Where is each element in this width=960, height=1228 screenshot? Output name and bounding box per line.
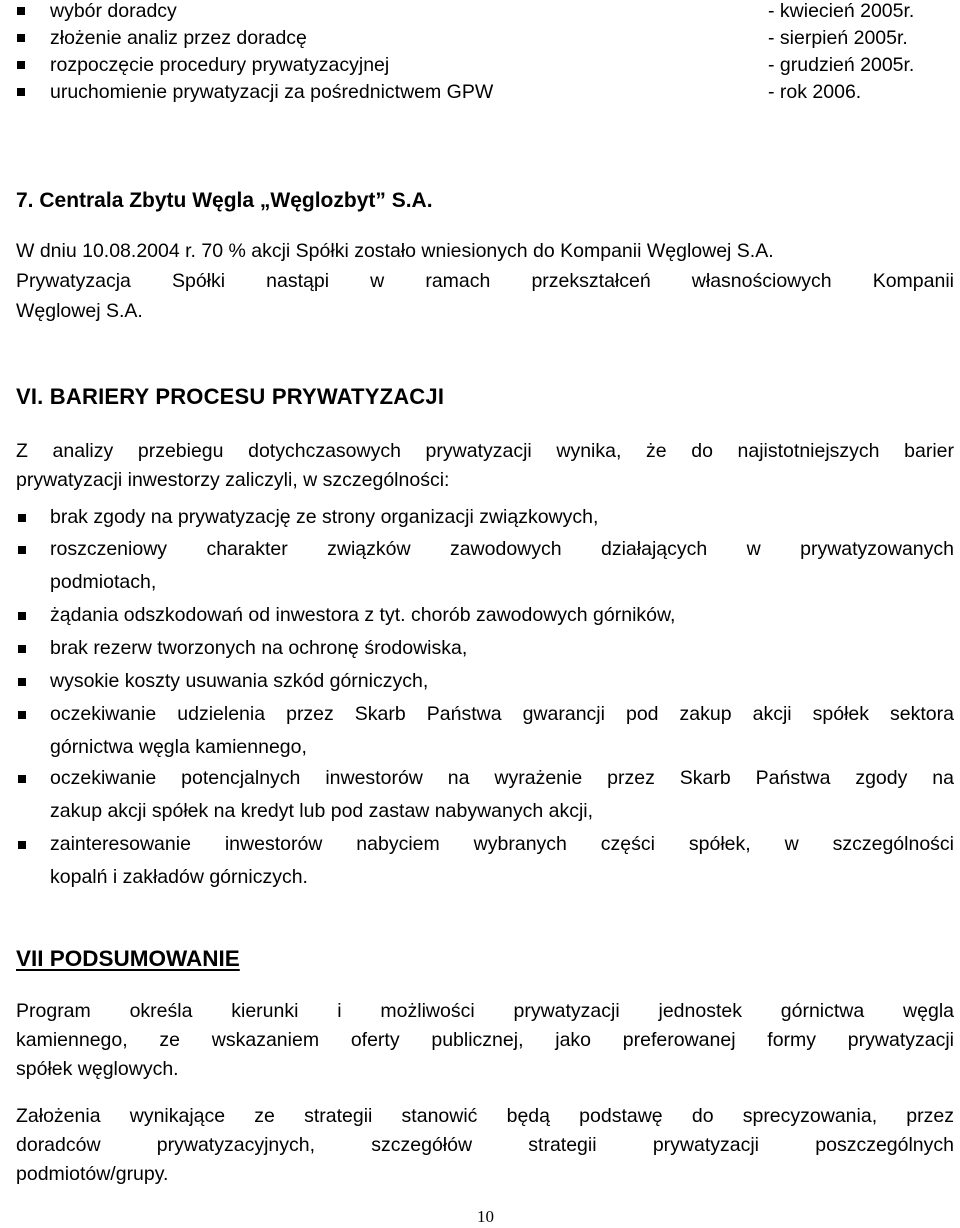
section-heading: 7. Centrala Zbytu Węgla „Węglozbyt” S.A.	[16, 189, 433, 212]
bullet-icon	[18, 546, 26, 554]
list-item-continuation: górnictwa węgla kamiennego,	[50, 736, 307, 758]
section-heading: VI. BARIERY PROCESU PRYWATYZACJI	[16, 384, 445, 409]
bullet-icon	[18, 612, 26, 620]
page-number: 10	[477, 1207, 494, 1226]
schedule-item-date: - kwiecień 2005r.	[768, 0, 915, 22]
list-item: wysokie koszty usuwania szkód górniczych,	[50, 670, 429, 692]
section-heading: VII PODSUMOWANIE	[16, 946, 240, 971]
paragraph-line: Program określa kierunki i możliwości prywatyzacji jednostek górnictwa węgla	[16, 1000, 954, 1022]
schedule-item-date: - rok 2006.	[768, 81, 862, 103]
list-item: oczekiwanie potencjalnych inwestorów na wyrażenie przez Skarb Państwa zgody na	[50, 767, 954, 789]
bullet-icon	[17, 88, 25, 96]
schedule-item-date: - grudzień 2005r.	[768, 54, 915, 76]
list-item-continuation: podmiotach,	[50, 571, 157, 593]
paragraph-line: Węglowej S.A.	[16, 300, 143, 322]
paragraph-line: kamiennego, ze wskazaniem oferty publicznej, jako preferowanej formy prywatyzacji	[16, 1029, 954, 1051]
bullet-icon	[18, 678, 26, 686]
schedule-item-label: uruchomienie prywatyzacji za pośrednictwem GPW	[50, 81, 494, 103]
paragraph-line: Z analizy przebiegu dotychczasowych prywatyzacji wynika, że do najistotniejszych barier	[16, 440, 954, 462]
bullet-icon	[18, 514, 26, 522]
paragraph-line: spółek węglowych.	[16, 1058, 179, 1080]
list-item-continuation: kopalń i zakładów górniczych.	[50, 866, 308, 888]
list-item: żądania odszkodowań od inwestora z tyt. chorób zawodowych górników,	[50, 604, 676, 626]
paragraph-line: prywatyzacji inwestorzy zaliczyli, w szczególności:	[16, 469, 450, 491]
schedule-item-label: złożenie analiz przez doradcę	[50, 27, 307, 49]
bullet-icon	[17, 61, 25, 69]
list-item: zainteresowanie inwestorów nabyciem wybranych części spółek, w szczególności	[50, 833, 954, 855]
schedule-item-label: wybór doradcy	[50, 0, 177, 22]
list-item: oczekiwanie udzielenia przez Skarb Państwa gwarancji pod zakup akcji spółek sektora	[50, 703, 954, 725]
bullet-icon	[17, 34, 25, 42]
bullet-icon	[18, 841, 26, 849]
paragraph-line: Prywatyzacja Spółki nastąpi w ramach przekształceń własnościowych Kompanii	[16, 270, 954, 292]
bullet-icon	[18, 775, 26, 783]
list-item: brak rezerw tworzonych na ochronę środowiska,	[50, 637, 468, 659]
paragraph-line: Założenia wynikające ze strategii stanowić będą podstawę do sprecyzowania, przez	[16, 1105, 954, 1127]
bullet-icon	[18, 645, 26, 653]
list-item-continuation: zakup akcji spółek na kredyt lub pod zastaw nabywanych akcji,	[50, 800, 594, 822]
paragraph-line: podmiotów/grupy.	[16, 1163, 169, 1185]
list-item: roszczeniowy charakter związków zawodowych działających w prywatyzowanych	[50, 538, 954, 560]
paragraph-line: W dniu 10.08.2004 r. 70 % akcji Spółki zostało wniesionych do Kompanii Węglowej S.A.	[16, 240, 774, 262]
schedule-item-date: - sierpień 2005r.	[768, 27, 908, 49]
bullet-icon	[18, 711, 26, 719]
list-item: brak zgody na prywatyzację ze strony organizacji związkowych,	[50, 506, 599, 528]
schedule-item-label: rozpoczęcie procedury prywatyzacyjnej	[50, 54, 390, 76]
bullet-icon	[17, 7, 25, 15]
paragraph-line: doradców prywatyzacyjnych, szczegółów strategii prywatyzacji poszczególnych	[16, 1134, 954, 1156]
